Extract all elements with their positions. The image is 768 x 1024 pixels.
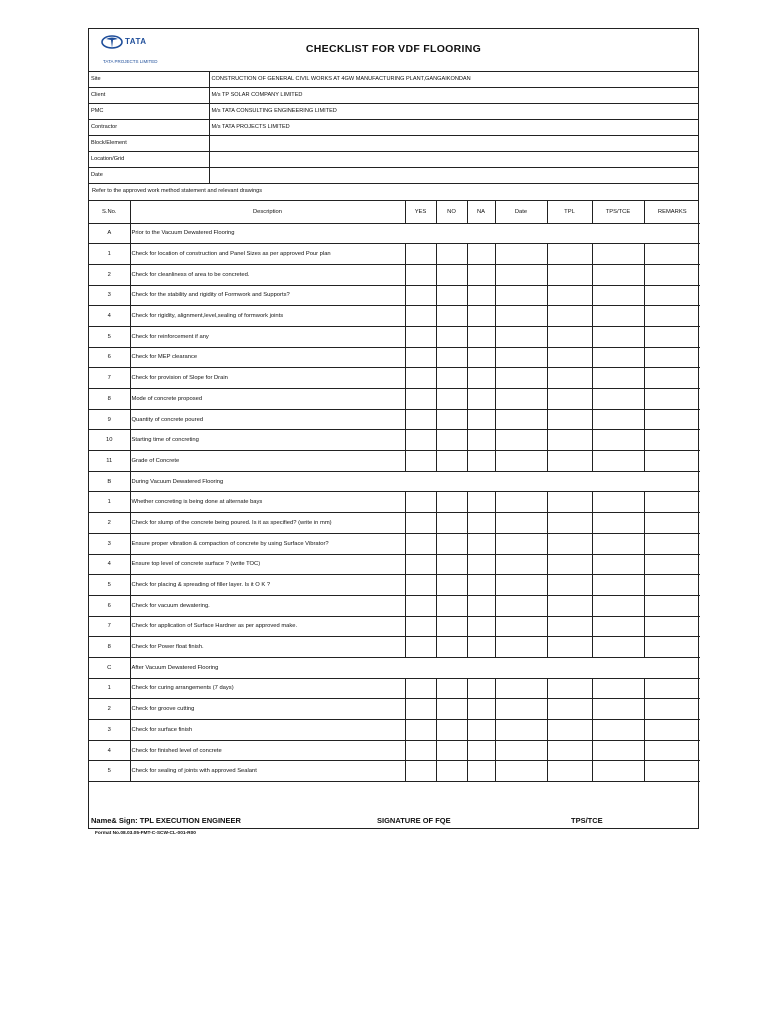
- row-number: 1: [89, 678, 130, 699]
- na-cell[interactable]: [467, 761, 495, 782]
- remarks-cell[interactable]: [644, 616, 700, 637]
- row-description: Check for groove cutting: [130, 699, 405, 720]
- column-header: NA: [467, 201, 495, 223]
- row-description: After Vacuum Dewatered Flooring: [130, 657, 700, 678]
- no-cell[interactable]: [436, 740, 467, 761]
- row-number: 5: [89, 326, 130, 347]
- remarks-cell[interactable]: [644, 637, 700, 658]
- tpl-cell[interactable]: [547, 699, 592, 720]
- remarks-cell[interactable]: [644, 678, 700, 699]
- row-number: 3: [89, 720, 130, 741]
- tps-tce-cell[interactable]: [592, 306, 644, 327]
- date-cell[interactable]: [495, 637, 547, 658]
- tpl-cell[interactable]: [547, 368, 592, 389]
- yes-cell[interactable]: [405, 409, 436, 430]
- tps-tce-cell[interactable]: [592, 264, 644, 285]
- checklist-row: [89, 451, 700, 472]
- checklist-row: [89, 368, 700, 389]
- info-row: [89, 152, 698, 168]
- tps-tce-cell[interactable]: [592, 409, 644, 430]
- remarks-cell[interactable]: [644, 409, 700, 430]
- row-number: 6: [89, 595, 130, 616]
- no-cell[interactable]: [436, 451, 467, 472]
- checklist-row: [89, 575, 700, 596]
- na-cell[interactable]: [467, 306, 495, 327]
- no-cell[interactable]: [436, 761, 467, 782]
- row-number: 7: [89, 368, 130, 389]
- yes-cell[interactable]: [405, 699, 436, 720]
- remarks-cell[interactable]: [644, 761, 700, 782]
- info-label: Site: [89, 72, 209, 88]
- tpl-cell[interactable]: [547, 430, 592, 451]
- checklist-row: [89, 699, 700, 720]
- no-cell[interactable]: [436, 637, 467, 658]
- tps-tce-cell[interactable]: [592, 326, 644, 347]
- na-cell[interactable]: [467, 699, 495, 720]
- date-cell[interactable]: [495, 513, 547, 534]
- tps-tce-cell[interactable]: [592, 492, 644, 513]
- tpl-cell[interactable]: [547, 595, 592, 616]
- na-cell[interactable]: [467, 575, 495, 596]
- remarks-cell[interactable]: [644, 244, 700, 265]
- row-description: Prior to the Vacuum Dewatered Flooring: [130, 223, 700, 244]
- na-cell[interactable]: [467, 389, 495, 410]
- remarks-cell[interactable]: [644, 389, 700, 410]
- info-value[interactable]: M/s TATA CONSULTING ENGINEERING LIMITED: [209, 104, 698, 120]
- info-label: Client: [89, 88, 209, 104]
- row-number: 1: [89, 244, 130, 265]
- yes-cell[interactable]: [405, 326, 436, 347]
- remarks-cell[interactable]: [644, 285, 700, 306]
- date-cell[interactable]: [495, 264, 547, 285]
- tps-tce-cell[interactable]: [592, 513, 644, 534]
- tpl-cell[interactable]: [547, 575, 592, 596]
- na-cell[interactable]: [467, 409, 495, 430]
- remarks-cell[interactable]: [644, 264, 700, 285]
- tps-tce-cell[interactable]: [592, 451, 644, 472]
- row-description: Mode of concrete proposed: [130, 389, 405, 410]
- row-number: 6: [89, 347, 130, 368]
- tpl-cell[interactable]: [547, 492, 592, 513]
- date-cell[interactable]: [495, 533, 547, 554]
- checklist-row: [89, 306, 700, 327]
- yes-cell[interactable]: [405, 347, 436, 368]
- tps-tce-cell[interactable]: [592, 285, 644, 306]
- na-cell[interactable]: [467, 637, 495, 658]
- row-number: 7: [89, 616, 130, 637]
- yes-cell[interactable]: [405, 575, 436, 596]
- na-cell[interactable]: [467, 513, 495, 534]
- yes-cell[interactable]: [405, 451, 436, 472]
- no-cell[interactable]: [436, 306, 467, 327]
- tpl-cell[interactable]: [547, 533, 592, 554]
- remarks-cell[interactable]: [644, 740, 700, 761]
- row-number: 1: [89, 492, 130, 513]
- tps-tce-cell[interactable]: [592, 699, 644, 720]
- checklist-row: [89, 389, 700, 410]
- date-cell[interactable]: [495, 595, 547, 616]
- na-cell[interactable]: [467, 740, 495, 761]
- tps-tce-cell[interactable]: [592, 368, 644, 389]
- row-description: Whether concreting is being done at alternate bays: [130, 492, 405, 513]
- info-row: [89, 120, 698, 136]
- row-description: Check for MEP clearance: [130, 347, 405, 368]
- yes-cell[interactable]: [405, 595, 436, 616]
- document-header: [89, 29, 698, 72]
- no-cell[interactable]: [436, 554, 467, 575]
- tpl-cell[interactable]: [547, 554, 592, 575]
- no-cell[interactable]: [436, 699, 467, 720]
- date-cell[interactable]: [495, 761, 547, 782]
- remarks-cell[interactable]: [644, 595, 700, 616]
- na-cell[interactable]: [467, 678, 495, 699]
- yes-cell[interactable]: [405, 720, 436, 741]
- yes-cell[interactable]: [405, 389, 436, 410]
- tpl-cell[interactable]: [547, 740, 592, 761]
- na-cell[interactable]: [467, 244, 495, 265]
- no-cell[interactable]: [436, 368, 467, 389]
- info-label: Block/Element: [89, 136, 209, 152]
- tpl-cell[interactable]: [547, 409, 592, 430]
- row-number: 3: [89, 285, 130, 306]
- checklist-header-row: [89, 201, 700, 223]
- checklist-sheet: [88, 28, 699, 829]
- tps-tce-cell[interactable]: [592, 720, 644, 741]
- remarks-cell[interactable]: [644, 513, 700, 534]
- no-cell[interactable]: [436, 492, 467, 513]
- no-cell[interactable]: [436, 678, 467, 699]
- na-cell[interactable]: [467, 285, 495, 306]
- checklist-row: [89, 740, 700, 761]
- tpl-cell[interactable]: [547, 513, 592, 534]
- row-number: 2: [89, 699, 130, 720]
- checklist-row: [89, 264, 700, 285]
- date-cell[interactable]: [495, 678, 547, 699]
- no-cell[interactable]: [436, 409, 467, 430]
- date-cell[interactable]: [495, 616, 547, 637]
- yes-cell[interactable]: [405, 678, 436, 699]
- tps-tce-cell[interactable]: [592, 554, 644, 575]
- tpl-cell[interactable]: [547, 637, 592, 658]
- date-cell[interactable]: [495, 451, 547, 472]
- no-cell[interactable]: [436, 285, 467, 306]
- no-cell[interactable]: [436, 430, 467, 451]
- yes-cell[interactable]: [405, 368, 436, 389]
- row-number: 4: [89, 740, 130, 761]
- info-row: [89, 104, 698, 120]
- date-cell[interactable]: [495, 554, 547, 575]
- yes-cell[interactable]: [405, 637, 436, 658]
- no-cell[interactable]: [436, 389, 467, 410]
- checklist-row: [89, 616, 700, 637]
- yes-cell[interactable]: [405, 492, 436, 513]
- row-description: Check for cleanliness of area to be concreted.: [130, 264, 405, 285]
- na-cell[interactable]: [467, 451, 495, 472]
- date-cell[interactable]: [495, 720, 547, 741]
- info-value[interactable]: [209, 152, 698, 168]
- row-description: Ensure top level of concrete surface ? (write TOC): [130, 554, 405, 575]
- na-cell[interactable]: [467, 720, 495, 741]
- no-cell[interactable]: [436, 264, 467, 285]
- signature-tpl-label: Name& Sign: TPL EXECUTION ENGINEER: [91, 816, 241, 825]
- tpl-cell[interactable]: [547, 347, 592, 368]
- yes-cell[interactable]: [405, 264, 436, 285]
- yes-cell[interactable]: [405, 761, 436, 782]
- no-cell[interactable]: [436, 244, 467, 265]
- project-info-table: [89, 72, 698, 184]
- format-number: Format No.08.03.05-FMT-C-SCW-CL-001-R00: [95, 831, 196, 836]
- remarks-cell[interactable]: [644, 451, 700, 472]
- yes-cell[interactable]: [405, 285, 436, 306]
- info-row: [89, 88, 698, 104]
- date-cell[interactable]: [495, 699, 547, 720]
- info-row: [89, 72, 698, 88]
- date-cell[interactable]: [495, 368, 547, 389]
- column-header: YES: [405, 201, 436, 223]
- row-description: Check for the stability and rigidity of Formwork and Supports?: [130, 285, 405, 306]
- tpl-cell[interactable]: [547, 285, 592, 306]
- date-cell[interactable]: [495, 347, 547, 368]
- document-title: CHECKLIST FOR VDF FLOORING: [305, 43, 482, 55]
- checklist-row: [89, 409, 700, 430]
- row-number: 4: [89, 306, 130, 327]
- no-cell[interactable]: [436, 575, 467, 596]
- checklist-row: [89, 244, 700, 265]
- remarks-cell[interactable]: [644, 306, 700, 327]
- checklist-row: [89, 720, 700, 741]
- row-number: 4: [89, 554, 130, 575]
- checklist-row: [89, 761, 700, 782]
- row-number: C: [89, 657, 130, 678]
- row-number: 8: [89, 389, 130, 410]
- tps-tce-cell[interactable]: [592, 533, 644, 554]
- row-description: Check for Power float finish.: [130, 637, 405, 658]
- row-number: 5: [89, 761, 130, 782]
- date-cell[interactable]: [495, 409, 547, 430]
- remarks-cell[interactable]: [644, 699, 700, 720]
- yes-cell[interactable]: [405, 430, 436, 451]
- na-cell[interactable]: [467, 533, 495, 554]
- row-number: A: [89, 223, 130, 244]
- date-cell[interactable]: [495, 285, 547, 306]
- yes-cell[interactable]: [405, 306, 436, 327]
- column-header: REMARKS: [644, 201, 700, 223]
- row-description: Check for sealing of joints with approved Sealant: [130, 761, 405, 782]
- tps-tce-cell[interactable]: [592, 761, 644, 782]
- row-description: Check for location of construction and Panel Sizes as per approved Pour plan: [130, 244, 405, 265]
- tpl-cell[interactable]: [547, 389, 592, 410]
- remarks-cell[interactable]: [644, 368, 700, 389]
- tps-tce-cell[interactable]: [592, 430, 644, 451]
- no-cell[interactable]: [436, 533, 467, 554]
- signature-tps-label: TPS/TCE: [571, 816, 603, 825]
- column-header: S.No.: [89, 201, 130, 223]
- na-cell[interactable]: [467, 554, 495, 575]
- tps-tce-cell[interactable]: [592, 389, 644, 410]
- logo-subtitle-text: TATA PROJECTS LIMITED: [103, 59, 158, 64]
- checklist-table: [89, 201, 700, 782]
- row-description: Grade of Concrete: [130, 451, 405, 472]
- na-cell[interactable]: [467, 616, 495, 637]
- remarks-cell[interactable]: [644, 492, 700, 513]
- tps-tce-cell[interactable]: [592, 347, 644, 368]
- info-label: Contractor: [89, 120, 209, 136]
- no-cell[interactable]: [436, 513, 467, 534]
- checklist-row: [89, 326, 700, 347]
- info-value[interactable]: M/s TP SOLAR COMPANY LIMITED: [209, 88, 698, 104]
- row-description: Check for application of Surface Hardner as per approved make.: [130, 616, 405, 637]
- date-cell[interactable]: [495, 575, 547, 596]
- na-cell[interactable]: [467, 368, 495, 389]
- info-row: [89, 136, 698, 152]
- row-description: Check for placing & spreading of filler layer. Is it O K ?: [130, 575, 405, 596]
- tps-tce-cell[interactable]: [592, 740, 644, 761]
- checklist-row: [89, 285, 700, 306]
- no-cell[interactable]: [436, 326, 467, 347]
- row-number: 2: [89, 513, 130, 534]
- na-cell[interactable]: [467, 326, 495, 347]
- row-description: Check for surface finish: [130, 720, 405, 741]
- tpl-cell[interactable]: [547, 244, 592, 265]
- section-row: [89, 223, 700, 244]
- section-row: [89, 657, 700, 678]
- row-description: Check for provision of Slope for Drain: [130, 368, 405, 389]
- remarks-cell[interactable]: [644, 326, 700, 347]
- row-number: 11: [89, 451, 130, 472]
- checklist-row: [89, 513, 700, 534]
- row-description: Check for vacuum dewatering.: [130, 595, 405, 616]
- na-cell[interactable]: [467, 347, 495, 368]
- date-cell[interactable]: [495, 306, 547, 327]
- column-header: TPL: [547, 201, 592, 223]
- row-description: Starting time of concreting: [130, 430, 405, 451]
- tpl-cell[interactable]: [547, 678, 592, 699]
- logo-brand-text: TATA: [125, 37, 147, 46]
- info-label: Location/Grid: [89, 152, 209, 168]
- column-header: Description: [130, 201, 405, 223]
- tps-tce-cell[interactable]: [592, 595, 644, 616]
- tps-tce-cell[interactable]: [592, 244, 644, 265]
- remarks-cell[interactable]: [644, 575, 700, 596]
- tps-tce-cell[interactable]: [592, 575, 644, 596]
- section-row: [89, 471, 700, 492]
- checklist-row: [89, 492, 700, 513]
- row-description: Check for finished level of concrete: [130, 740, 405, 761]
- date-cell[interactable]: [495, 430, 547, 451]
- date-cell[interactable]: [495, 244, 547, 265]
- no-cell[interactable]: [436, 616, 467, 637]
- row-description: Quantity of concrete poured: [130, 409, 405, 430]
- tps-tce-cell[interactable]: [592, 678, 644, 699]
- na-cell[interactable]: [467, 595, 495, 616]
- remarks-cell[interactable]: [644, 430, 700, 451]
- checklist-row: [89, 637, 700, 658]
- signature-footer: [89, 780, 698, 828]
- yes-cell[interactable]: [405, 554, 436, 575]
- info-label: PMC: [89, 104, 209, 120]
- checklist-row: [89, 554, 700, 575]
- column-header: Date: [495, 201, 547, 223]
- tpl-cell[interactable]: [547, 306, 592, 327]
- no-cell[interactable]: [436, 720, 467, 741]
- tpl-cell[interactable]: [547, 451, 592, 472]
- tpl-cell[interactable]: [547, 761, 592, 782]
- row-number: B: [89, 471, 130, 492]
- yes-cell[interactable]: [405, 513, 436, 534]
- row-description: Check for rigidity, alignment,level,sealing of formwork joints: [130, 306, 405, 327]
- date-cell[interactable]: [495, 740, 547, 761]
- info-label: Date: [89, 168, 209, 184]
- na-cell[interactable]: [467, 264, 495, 285]
- yes-cell[interactable]: [405, 533, 436, 554]
- checklist-row: [89, 430, 700, 451]
- na-cell[interactable]: [467, 430, 495, 451]
- date-cell[interactable]: [495, 492, 547, 513]
- no-cell[interactable]: [436, 595, 467, 616]
- info-value[interactable]: M/s TATA PROJECTS LIMITED: [209, 120, 698, 136]
- row-description: Ensure proper vibration & compaction of concrete by using Surface Vibrator?: [130, 533, 405, 554]
- checklist-row: [89, 347, 700, 368]
- remarks-cell[interactable]: [644, 533, 700, 554]
- remarks-cell[interactable]: [644, 347, 700, 368]
- tpl-cell[interactable]: [547, 326, 592, 347]
- yes-cell[interactable]: [405, 244, 436, 265]
- tpl-cell[interactable]: [547, 264, 592, 285]
- row-number: 8: [89, 637, 130, 658]
- signature-fqe-label: SIGNATURE OF FQE: [377, 816, 451, 825]
- tps-tce-cell[interactable]: [592, 616, 644, 637]
- row-description: Check for reinforcement if any: [130, 326, 405, 347]
- checklist-row: [89, 533, 700, 554]
- yes-cell[interactable]: [405, 740, 436, 761]
- row-description: Check for slump of the concrete being poured. Is it as specified? (write in mm): [130, 513, 405, 534]
- info-value[interactable]: [209, 136, 698, 152]
- row-description: Check for curing arrangements (7 days): [130, 678, 405, 699]
- checklist-row: [89, 678, 700, 699]
- tps-tce-cell[interactable]: [592, 637, 644, 658]
- column-header: TPS/TCE: [592, 201, 644, 223]
- reference-note: Refer to the approved work method statement and relevant drawings: [89, 181, 698, 201]
- column-header: NO: [436, 201, 467, 223]
- row-number: 9: [89, 409, 130, 430]
- remarks-cell[interactable]: [644, 554, 700, 575]
- no-cell[interactable]: [436, 347, 467, 368]
- row-number: 5: [89, 575, 130, 596]
- row-number: 10: [89, 430, 130, 451]
- checklist-row: [89, 595, 700, 616]
- date-cell[interactable]: [495, 326, 547, 347]
- tpl-cell[interactable]: [547, 616, 592, 637]
- row-number: 2: [89, 264, 130, 285]
- na-cell[interactable]: [467, 492, 495, 513]
- date-cell[interactable]: [495, 389, 547, 410]
- remarks-cell[interactable]: [644, 720, 700, 741]
- row-description: During Vacuum Dewatered Flooring: [130, 471, 700, 492]
- info-value[interactable]: CONSTRUCTION OF GENERAL CIVIL WORKS AT 4GW MANUFACTURING PLANT,GANGAIKONDAN: [209, 72, 698, 88]
- row-number: 3: [89, 533, 130, 554]
- yes-cell[interactable]: [405, 616, 436, 637]
- tpl-cell[interactable]: [547, 720, 592, 741]
